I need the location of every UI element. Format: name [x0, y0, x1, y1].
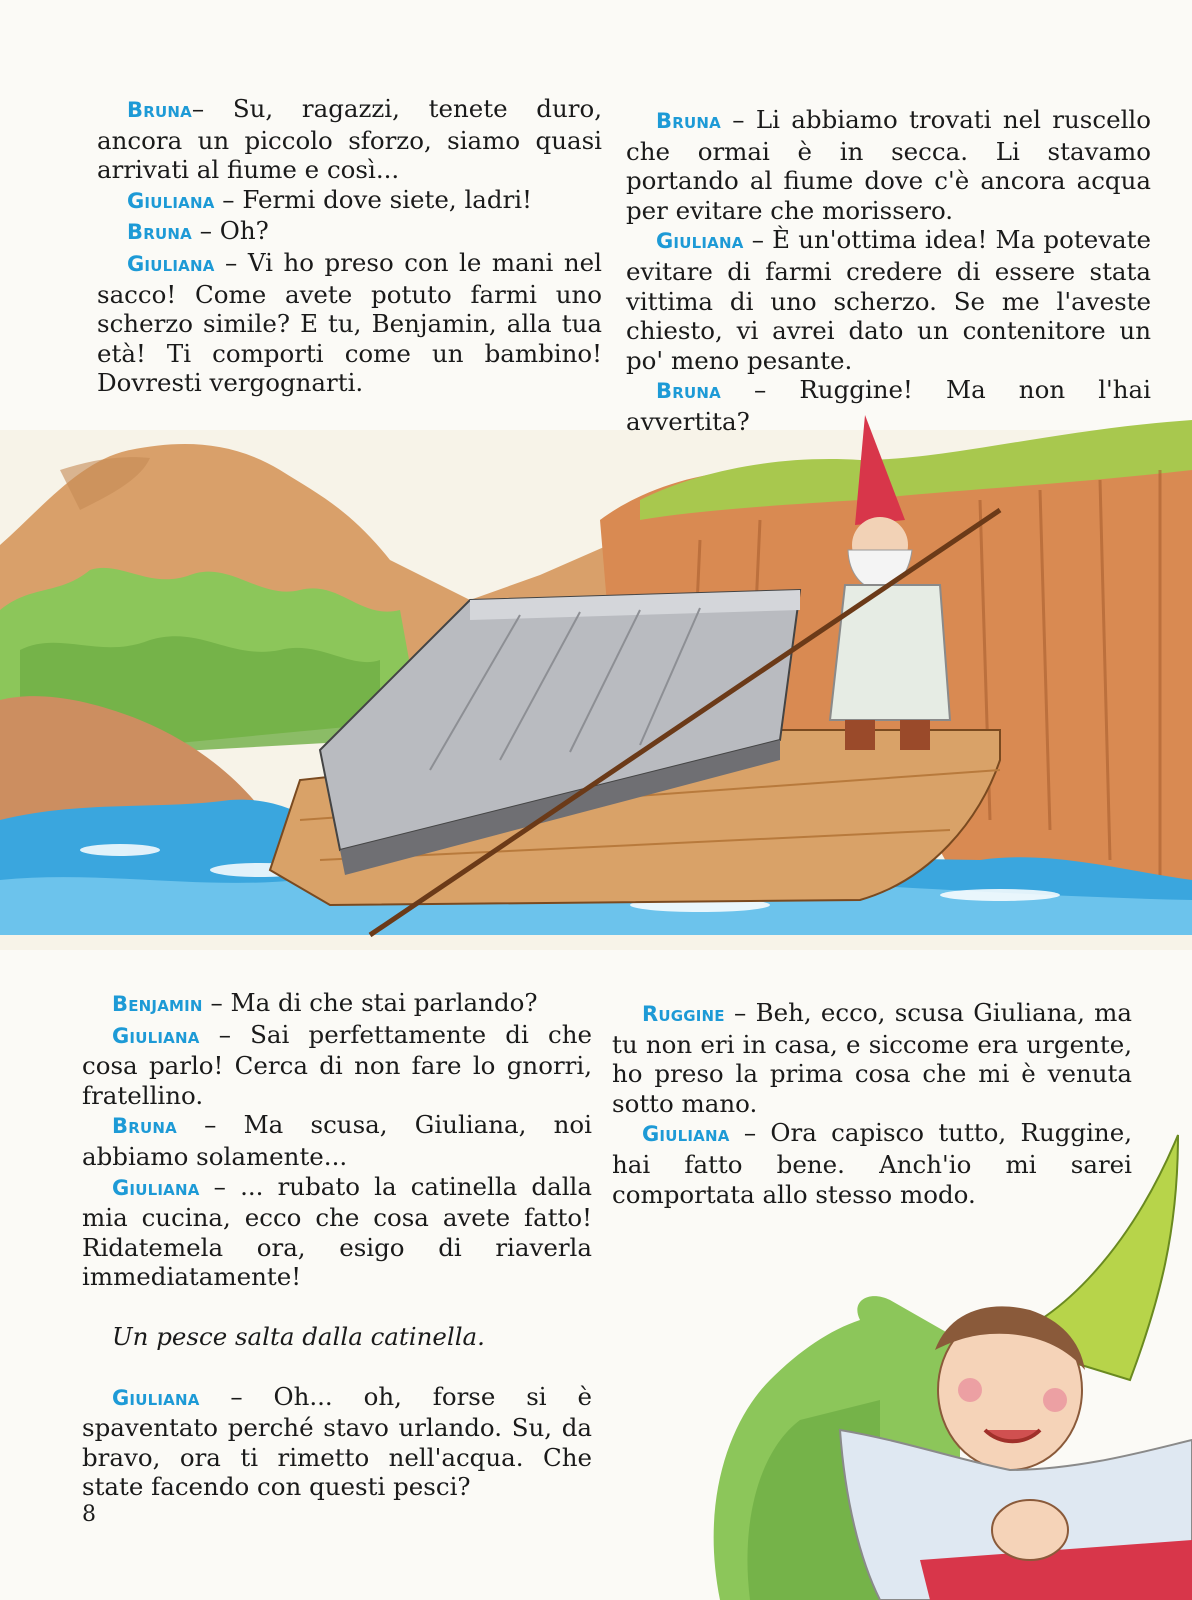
speaker-name: Bruna [127, 98, 192, 122]
dialogue-text: – Su, ragazzi, tenete duro, ancora un piccolo sforzo, siamo quasi arrivati al fiume e così... [97, 94, 602, 185]
dialogue-line [97, 185, 602, 217]
dialogue-line [97, 248, 602, 398]
dialogue-line [626, 375, 1151, 436]
dialogue-line [626, 225, 1151, 375]
dialogue-line [82, 1110, 592, 1171]
stage-direction: Un pesce salta dalla catinella. [112, 1321, 485, 1351]
dialogue-text: – Ora capisco tutto, Ruggine, hai fatto bene. Anch'io mi sarei comportata allo stesso modo. [612, 1118, 1132, 1209]
dialogue-line [82, 1172, 592, 1292]
dialogue-line [97, 94, 602, 185]
speaker-name: Giuliana [112, 1385, 200, 1410]
dialogue-line [82, 1382, 592, 1502]
speaker-name: Giuliana [127, 188, 215, 213]
speaker-name: Bruna [656, 379, 721, 404]
dialogue-line [97, 216, 602, 248]
gnome-body [830, 585, 950, 720]
column-bottom-right [612, 998, 1132, 1209]
dialogue-text: – Beh, ecco, scusa Giuliana, ma tu non eri in casa, e siccome era urgente, ho preso la prima cosa che mi è venuta sotto mano. [612, 998, 1132, 1118]
dialogue-text: – Vi ho preso con le mani nel sacco! Come avete potuto farmi uno scherzo simile? E tu, Benjamin, alla tua età! Ti comporti come un bambino! Dovresti vergognarti. [97, 247, 602, 398]
speaker-name: Bruna [127, 220, 192, 245]
speaker-name: Giuliana [642, 1122, 730, 1147]
dialogue-text: – Oh? [191, 216, 269, 246]
column-top-right [626, 105, 1151, 437]
dialogue-line [612, 998, 1132, 1118]
speaker-name: Ruggine [642, 1002, 725, 1026]
dialogue-text: – Ma scusa, Giuliana, noi abbiamo solamente... [82, 1110, 592, 1171]
speaker-name: Giuliana [127, 251, 215, 276]
dialogue-line [82, 988, 592, 1020]
dialogue-text: – Fermi dove siete, ladri! [214, 184, 532, 214]
dialogue-text: – Li abbiamo trovati nel ruscello che ormai è in secca. Li stavamo portando al fiume dove c'è ancora acqua per evitare che morissero. [626, 105, 1151, 225]
speaker-name: Bruna [112, 1114, 177, 1139]
dialogue-text: – È un'ottima idea! Ma potevate evitare di farmi credere di essere stata vittima di uno scherzo. Se me l'aveste chiesto, vi avrei dato un contenitore un po' meno pesante. [626, 225, 1151, 375]
dialogue-text: – Ma di che stai parlando? [202, 988, 538, 1017]
page-number: 8 [82, 1502, 96, 1527]
column-top-left [97, 94, 602, 398]
dialogue-text: – ... rubato la catinella dalla mia cucina, ecco che cosa avete fatto! Ridatemela ora, esigo di riaverla immediatamente! [82, 1171, 592, 1292]
speaker-name: Giuliana [112, 1023, 200, 1048]
dialogue-line [612, 1118, 1132, 1209]
dialogue-line [626, 105, 1151, 225]
column-bottom-left [82, 988, 592, 1502]
dialogue-text: – Oh... oh, forse si è spaventato perché stavo urlando. Su, da bravo, ora ti rimetto nell'acqua. Che state facendo con questi pesci? [82, 1381, 592, 1502]
dialogue-text: – Sai perfettamente di che cosa parlo! Cerca di non fare lo gnorri, fratellino. [82, 1019, 592, 1110]
speaker-name: Benjamin [112, 992, 203, 1016]
dialogue-line [82, 1020, 592, 1111]
speaker-name: Giuliana [656, 229, 744, 254]
speaker-name: Giuliana [112, 1175, 200, 1200]
dialogue-text: – Ruggine! Ma non l'hai avvertita? [626, 375, 1151, 436]
speaker-name: Bruna [656, 109, 721, 133]
